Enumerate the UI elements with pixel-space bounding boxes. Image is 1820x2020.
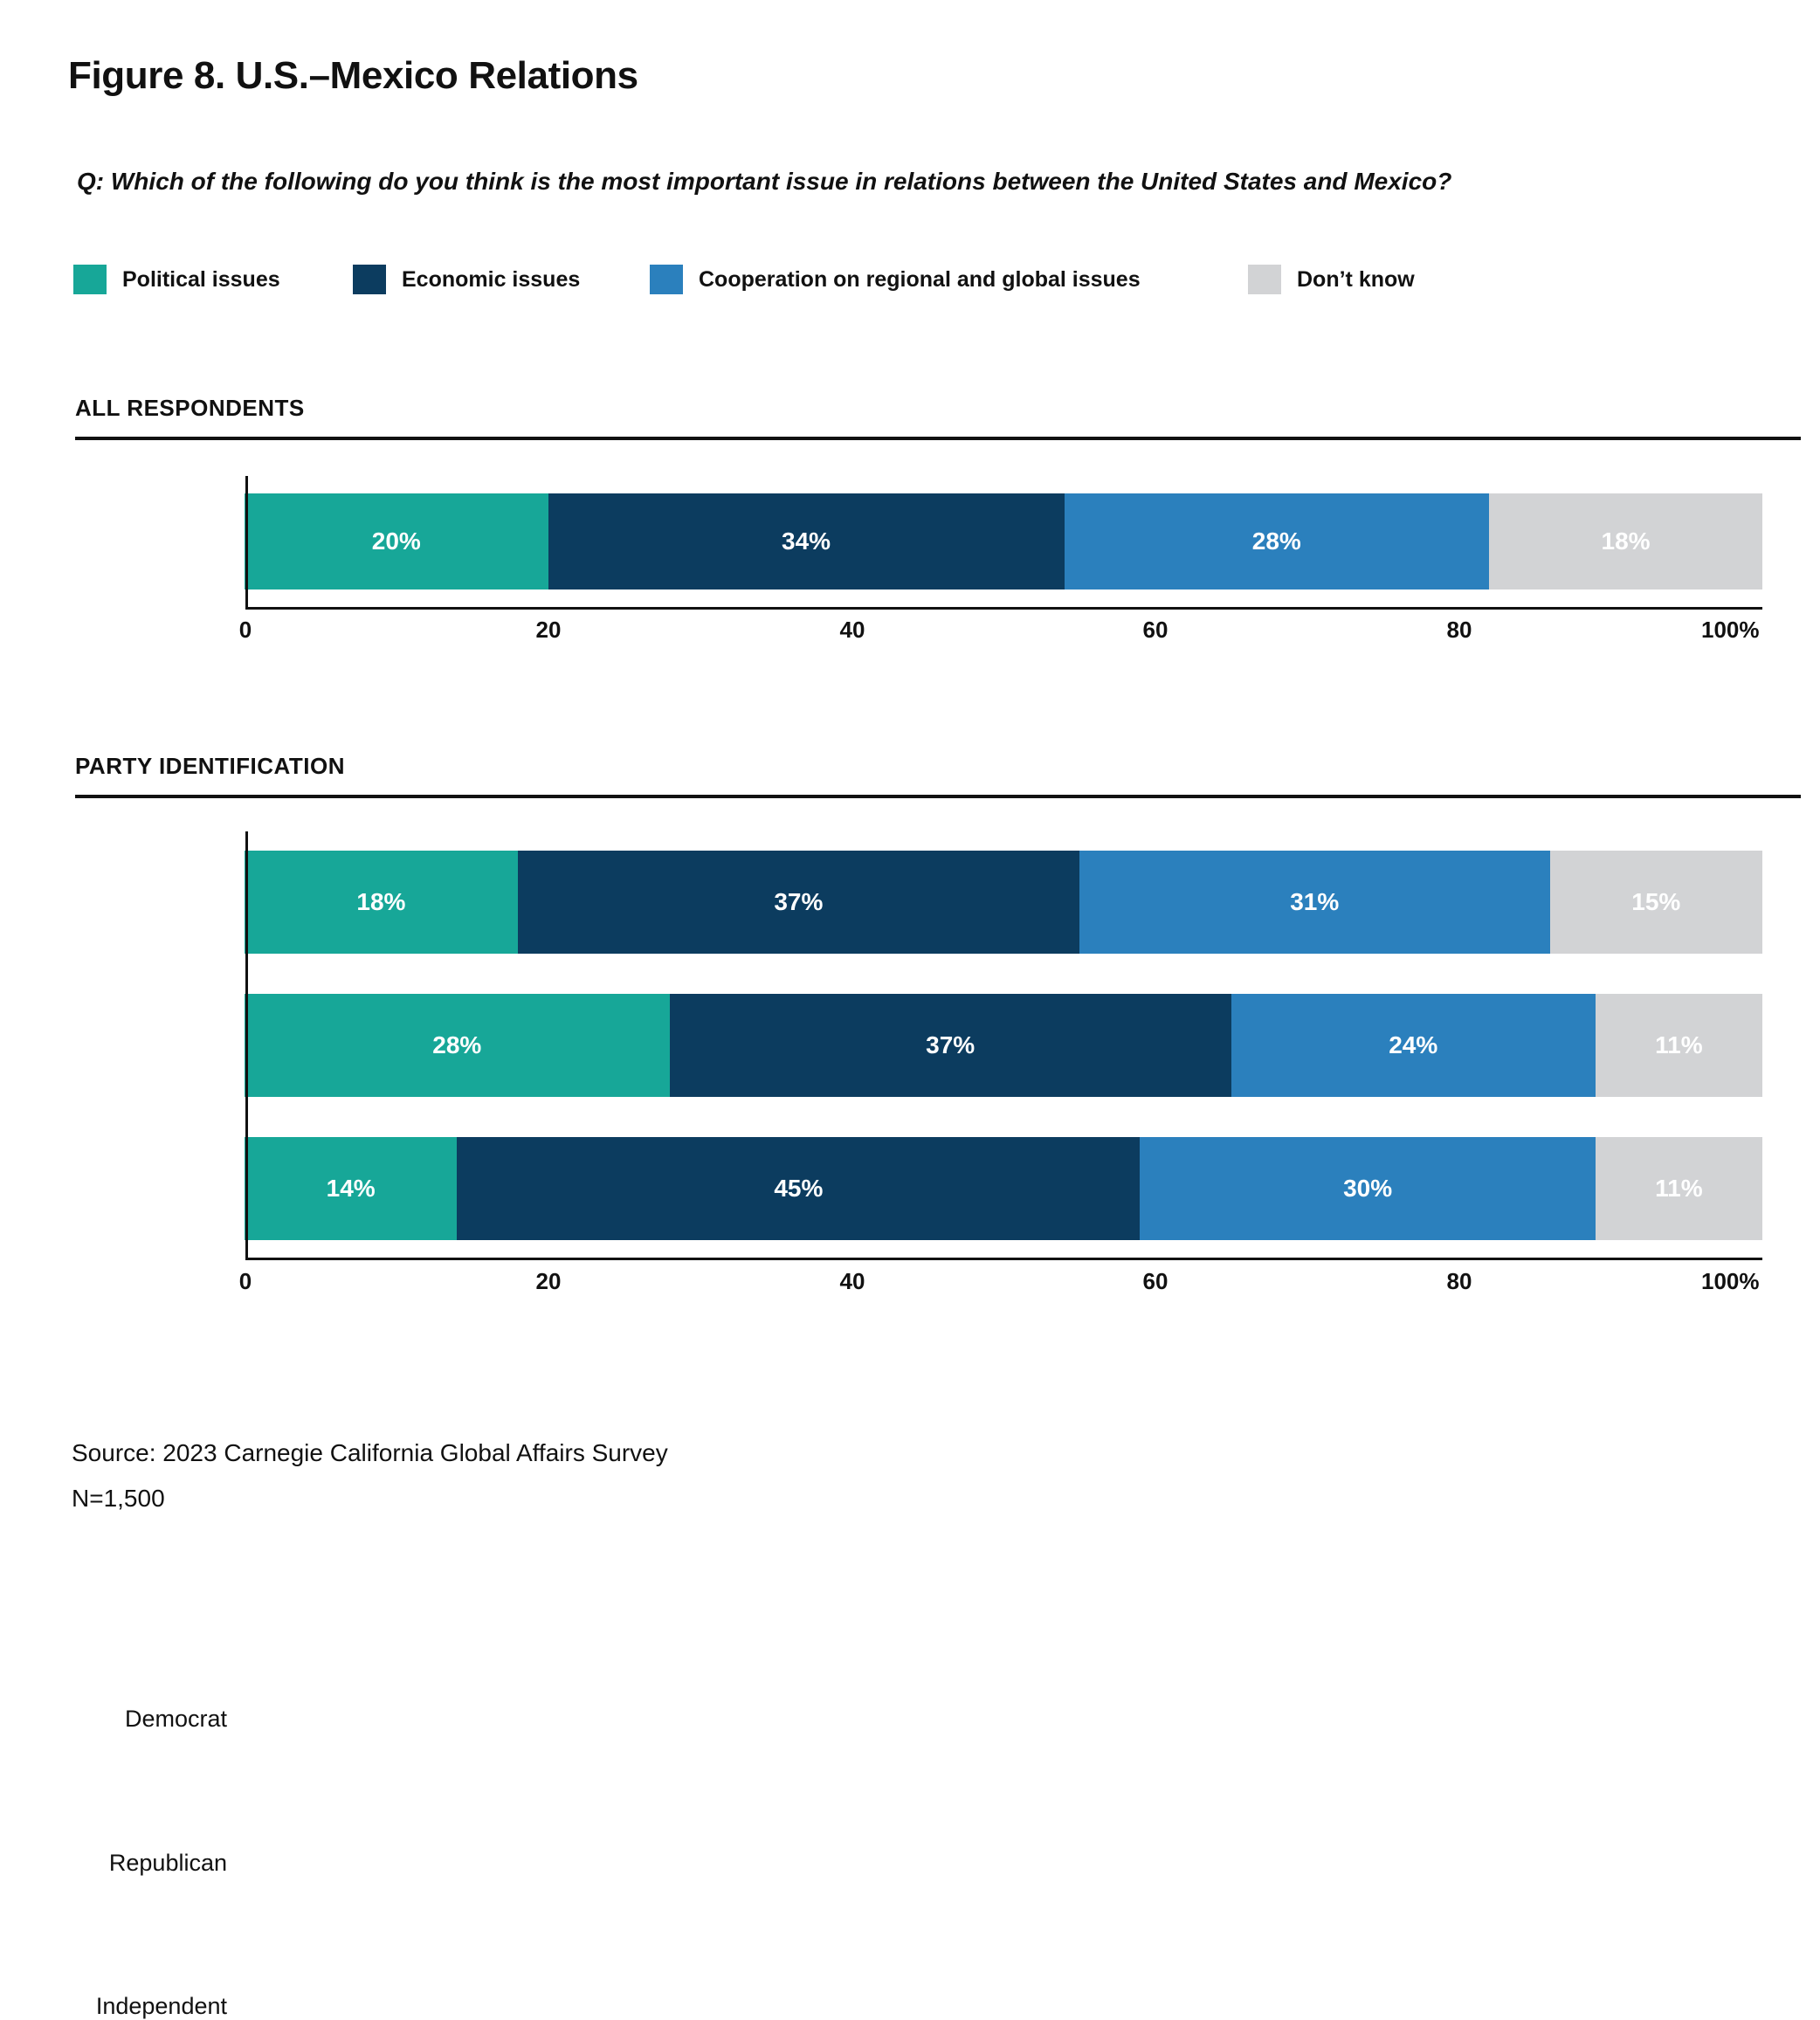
legend-label-dontknow: Don’t know (1297, 266, 1415, 292)
x-tick-40: 40 (839, 617, 865, 643)
bar-segment-label-dontknow: 11% (1655, 1031, 1703, 1058)
x-tick-60: 60 (1142, 617, 1169, 643)
bar-segment-label-cooperation: 28% (1251, 527, 1301, 555)
x-tick-0: 0 (238, 617, 252, 643)
source-line-2: N=1,500 (72, 1485, 165, 1512)
x-tick-80: 80 (1446, 617, 1472, 643)
row-label-independent: Independent (95, 1993, 227, 2019)
row-label-democrat: Democrat (124, 1706, 227, 1732)
x-tick-40: 40 (839, 1268, 865, 1294)
page-title: Figure 8. U.S.–Mexico Relations (68, 54, 638, 97)
legend-label-economic: Economic issues (402, 266, 581, 292)
bar-segment-label-political: 14% (326, 1175, 376, 1202)
chart-all-respondents (0, 454, 1820, 643)
bar-segment-label-cooperation: 30% (1343, 1175, 1393, 1202)
y-axis-line (245, 476, 248, 607)
legend-label-political: Political issues (122, 266, 280, 292)
x-tick-60: 60 (1142, 1268, 1169, 1294)
legend (73, 262, 1645, 297)
bar-segment-cooperation (1231, 994, 1596, 1097)
bar-segment-label-political: 28% (432, 1031, 482, 1058)
x-tick-80: 80 (1446, 1268, 1472, 1294)
bar-segment-economic (518, 851, 1079, 954)
bar-segment-political (245, 493, 548, 589)
bar-segment-political (245, 1137, 457, 1240)
bar-segment-cooperation (1065, 493, 1490, 589)
section-rule-party (75, 795, 1801, 798)
bar-segment-label-political: 18% (356, 888, 406, 915)
bar-segment-dontknow (1550, 851, 1762, 954)
bar-segment-cooperation (1140, 1137, 1595, 1240)
legend-swatch-dontknow (1248, 265, 1281, 294)
bar-segment-dontknow (1596, 994, 1762, 1097)
bar-row-republican (245, 994, 1762, 1097)
section-title-party-identification: PARTY IDENTIFICATION (75, 753, 345, 779)
bar-segment-economic (457, 1137, 1140, 1240)
row-label-republican: Republican (108, 1850, 227, 1876)
bar-segment-label-dontknow: 18% (1601, 527, 1651, 555)
bar-segment-dontknow (1489, 493, 1762, 589)
x-axis-line (245, 607, 1762, 610)
bar-segment-dontknow (1596, 1137, 1762, 1240)
bar-segment-label-economic: 45% (774, 1175, 824, 1202)
legend-label-cooperation: Cooperation on regional and global issues (699, 266, 1141, 292)
x-tick-100: 100% (1701, 617, 1760, 643)
bar-segment-political (245, 994, 670, 1097)
bar-row-democrat (245, 851, 1762, 954)
bar-segment-label-dontknow: 15% (1631, 888, 1681, 915)
bar-segment-label-cooperation: 31% (1290, 888, 1340, 915)
legend-item-political (73, 262, 280, 297)
bar-segment-label-dontknow: 11% (1655, 1175, 1703, 1202)
bar-segment-label-political: 20% (371, 527, 421, 555)
x-tick-0: 0 (238, 1268, 252, 1294)
legend-item-dontknow (1248, 262, 1415, 297)
x-axis-line (245, 1258, 1762, 1260)
survey-question: Q: Which of the following do you think is the most important issue in relations between the United States and Mexico? (77, 168, 1452, 195)
legend-swatch-economic (353, 265, 386, 294)
bar-segment-label-cooperation: 24% (1389, 1031, 1438, 1058)
bar-segment-label-economic: 37% (774, 888, 824, 915)
bar-segment-label-economic: 34% (782, 527, 831, 555)
x-tick-20: 20 (535, 1268, 562, 1294)
x-tick-100: 100% (1701, 1268, 1760, 1294)
bar-segment-cooperation (1079, 851, 1550, 954)
x-tick-20: 20 (535, 617, 562, 643)
legend-swatch-political (73, 265, 107, 294)
bar-segment-political (245, 851, 518, 954)
bar-segment-economic (670, 994, 1231, 1097)
source-line-1: Source: 2023 Carnegie California Global Affairs Survey (72, 1439, 668, 1466)
legend-item-economic (353, 262, 580, 297)
section-title-all-respondents: ALL RESPONDENTS (75, 395, 305, 421)
legend-item-cooperation (650, 262, 1141, 297)
bar-row-independent (245, 1137, 1762, 1240)
bar-segment-economic (548, 493, 1065, 589)
legend-swatch-cooperation (650, 265, 683, 294)
bar-row-all-respondents (245, 493, 1762, 589)
y-axis-line (245, 831, 248, 1259)
section-rule-all (75, 437, 1801, 440)
bar-segment-label-economic: 37% (926, 1031, 975, 1058)
